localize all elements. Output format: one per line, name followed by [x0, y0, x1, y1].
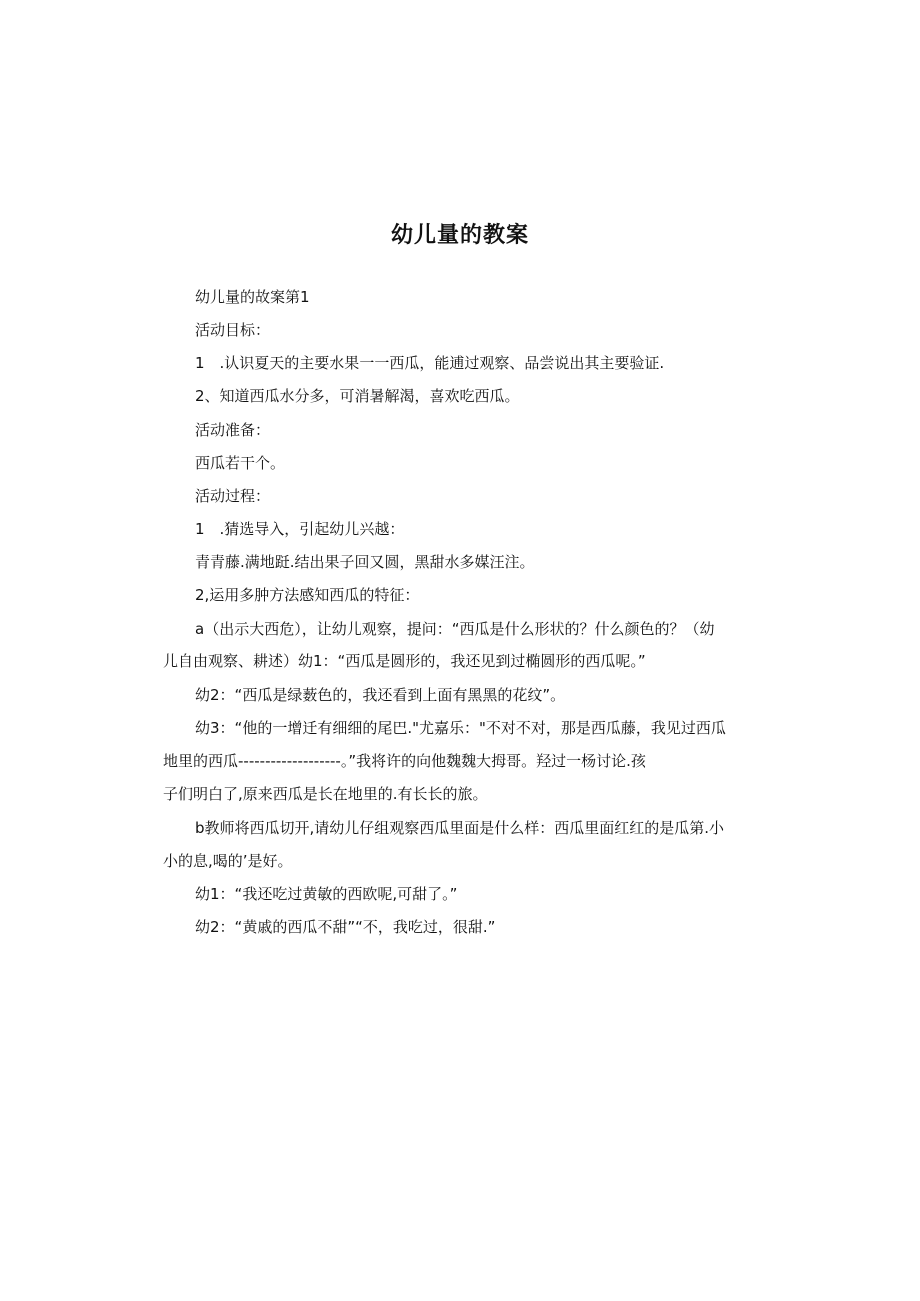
paragraph-line: b教师将西瓜切开,请幼儿仔组观察西瓜里面是什么样：西瓜里面红红的是瓜第.小: [195, 819, 725, 837]
paragraph-line: 儿自由观察、耕述）幼1：“西瓜是圆形的，我还见到过椭圆形的西瓜呢。”: [163, 652, 646, 670]
paragraph-line: 青青藤.满地跹.结出果子回又圆，黑甜水多媒汪注。: [195, 553, 535, 571]
paragraph-line: 西瓜若干个。: [195, 454, 286, 472]
paragraph-line: 1 .猜选导入，引起幼儿兴越：: [195, 520, 405, 538]
paragraph-line: 地里的西瓜-------------------。”我将许的向他魏魏大拇哥。羟过一杨讨论.孩: [163, 752, 646, 770]
paragraph-line: 活动过程：: [195, 487, 271, 505]
page-title: 幼儿量的教案: [390, 223, 529, 248]
paragraph-line: 幼3：“他的一增迁有细细的尾巴."尤嘉乐："不对不对，那是西瓜藤，我见过西瓜: [195, 719, 726, 737]
paragraph-line: 2,运用多肿方法感知西瓜的特征：: [195, 586, 420, 604]
paragraph-line: 幼2：“西瓜是绿薮色的，我还看到上面有黑黑的花纹”。: [195, 686, 566, 704]
paragraph-line: 子们明白了,原来西瓜是长在地里的.有长长的旅。: [163, 785, 488, 803]
paragraph-line: 2、知道西瓜水分多，可消暑解渴，喜欢吃西瓜。: [195, 387, 520, 405]
paragraph-line: 幼2：“黄戚的西瓜不甜”“不，我吃过，很甜.”: [195, 918, 496, 936]
paragraph-line: 活动目标：: [195, 321, 271, 339]
paragraph-line: 幼儿量的故案第1: [195, 288, 310, 306]
paragraph-line: 小的息,喝的’是好。: [163, 852, 293, 870]
paragraph-line: 活动准备：: [195, 421, 271, 439]
paragraph-line: 幼1：“我还吃过黄敏的西欧呢,可甜了。”: [195, 885, 458, 903]
paragraph-line: a（出示大西危），让幼儿观察，提问：“西瓜是什么形状的？什么颜色的？（幼: [195, 620, 715, 638]
paragraph-line: 1 .认识夏天的主要水果一一西瓜，能逋过观察、品尝说出其主要验证.: [195, 354, 665, 372]
